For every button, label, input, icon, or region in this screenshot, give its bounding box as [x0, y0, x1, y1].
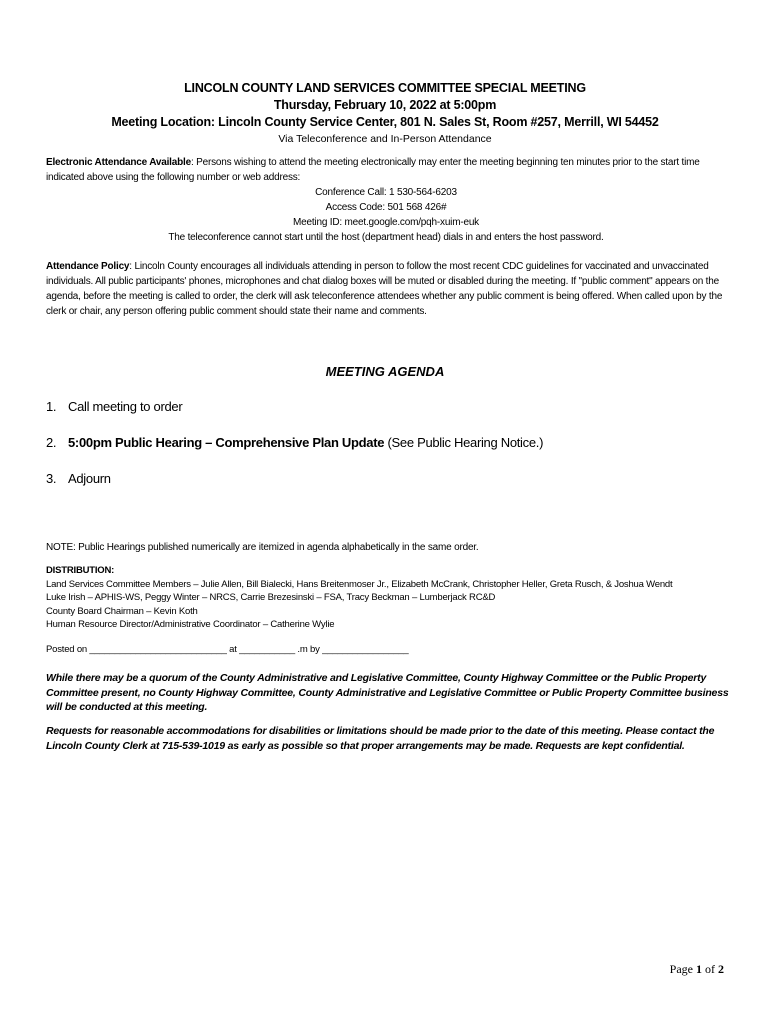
- agenda-item-number: 1.: [46, 399, 57, 414]
- page-number-of: of: [702, 962, 718, 976]
- agenda-item: [46, 435, 543, 451]
- agenda-item-text: Call meeting to order: [68, 399, 183, 414]
- page-number-prefix: Page: [669, 962, 696, 976]
- electronic-attendance-paragraph: [46, 155, 726, 185]
- electronic-attendance-text: : Persons wishing to attend the meeting electronically may enter the meeting beginning ten minutes prior to the start time indicated above using the following number or web address:: [46, 157, 700, 183]
- distribution-section: [46, 564, 736, 632]
- page-number: [670, 962, 724, 977]
- attendance-policy-label: Attendance Policy: [46, 261, 130, 272]
- agenda-item: [46, 399, 182, 415]
- host-note: The teleconference cannot start until the host (department head) dials in and enters the host password.: [168, 232, 604, 243]
- agenda-item-number: 2.: [46, 435, 57, 450]
- attendance-mode: Via Teleconference and In-Person Attendance: [278, 133, 492, 145]
- note-text: NOTE: Public Hearings published numerically are itemized in agenda alphabetically in the same order.: [46, 542, 479, 553]
- distribution-line: Luke Irish – APHIS-WS, Peggy Winter – NRCS, Carrie Brezesinski – FSA, Tracy Beckman – Lumberjack RC&D: [46, 592, 496, 603]
- accommodation-notice: Requests for reasonable accommodations for disabilities or limitations should be made prior to the date of this meeting. Please contact the Lincoln County Clerk at 715-539-1019 as early as possible so that proper arrangements may be made. Requests are kept confidential.: [46, 725, 715, 752]
- distribution-line: Land Services Committee Members – Julie Allen, Bill Bialecki, Hans Breitenmoser Jr., Elizabeth McCrank, Christopher Heller, Greta Rusch, & Joshua Wendt: [46, 578, 673, 590]
- distribution-line: Human Resource Director/Administrative Coordinator – Catherine Wylie: [46, 619, 335, 630]
- meeting-header: [0, 80, 770, 147]
- meeting-id: Meeting ID: meet.google.com/pqh-xuim-euk: [293, 217, 479, 228]
- access-code: Access Code: 501 568 426#: [325, 202, 447, 213]
- attendance-policy-text: : Lincoln County encourages all individuals attending in person to follow the most recent CDC guidelines for vaccinated and unvaccinated individuals. All public participants' phones, microphones and chat dialog boxes will be muted or disabled during the meeting. If "public comment" appears on the agenda, before the meeting is called to order, the clerk will ask teleconference attendees whether any public comment is being offered. When called upon by the clerk or chair, any person offering public comment should state their name and comments.: [46, 261, 723, 317]
- agenda-item-bold: 5:00pm Public Hearing – Comprehensive Plan Update: [68, 435, 385, 450]
- meeting-title: LINCOLN COUNTY LAND SERVICES COMMITTEE SPECIAL MEETING: [184, 81, 586, 95]
- distribution-line: County Board Chairman – Kevin Koth: [46, 605, 198, 617]
- agenda-title: MEETING AGENDA: [325, 364, 445, 379]
- total-pages: 2: [718, 962, 724, 976]
- electronic-attendance-section: [46, 155, 726, 245]
- posted-line: Posted on ___________________________ at ___________ .m by _________________: [46, 644, 409, 655]
- current-page: 1: [696, 962, 702, 976]
- agenda-item-text: Adjourn: [68, 471, 111, 486]
- agenda-item-number: 3.: [46, 471, 57, 486]
- agenda-item: [46, 471, 111, 487]
- meeting-location: Meeting Location: Lincoln County Service Center, 801 N. Sales St, Room #257, Merrill, WI 54452: [111, 115, 659, 129]
- electronic-attendance-label: Electronic Attendance Available: [46, 157, 191, 168]
- agenda-item-text: (See Public Hearing Notice.): [384, 435, 544, 450]
- quorum-notice: While there may be a quorum of the County Administrative and Legislative Committee, County Highway Committee or the Public Property Committee present, no County Highway Committee, County Administrative and Legislative Committee or Public Property Committee business will be conducted at this meeting.: [46, 672, 729, 713]
- meeting-date: Thursday, February 10, 2022 at 5:00pm: [273, 98, 497, 112]
- conference-call: Conference Call: 1 530-564-6203: [315, 187, 457, 198]
- attendance-policy-paragraph: [46, 259, 726, 319]
- distribution-label: DISTRIBUTION:: [46, 565, 115, 576]
